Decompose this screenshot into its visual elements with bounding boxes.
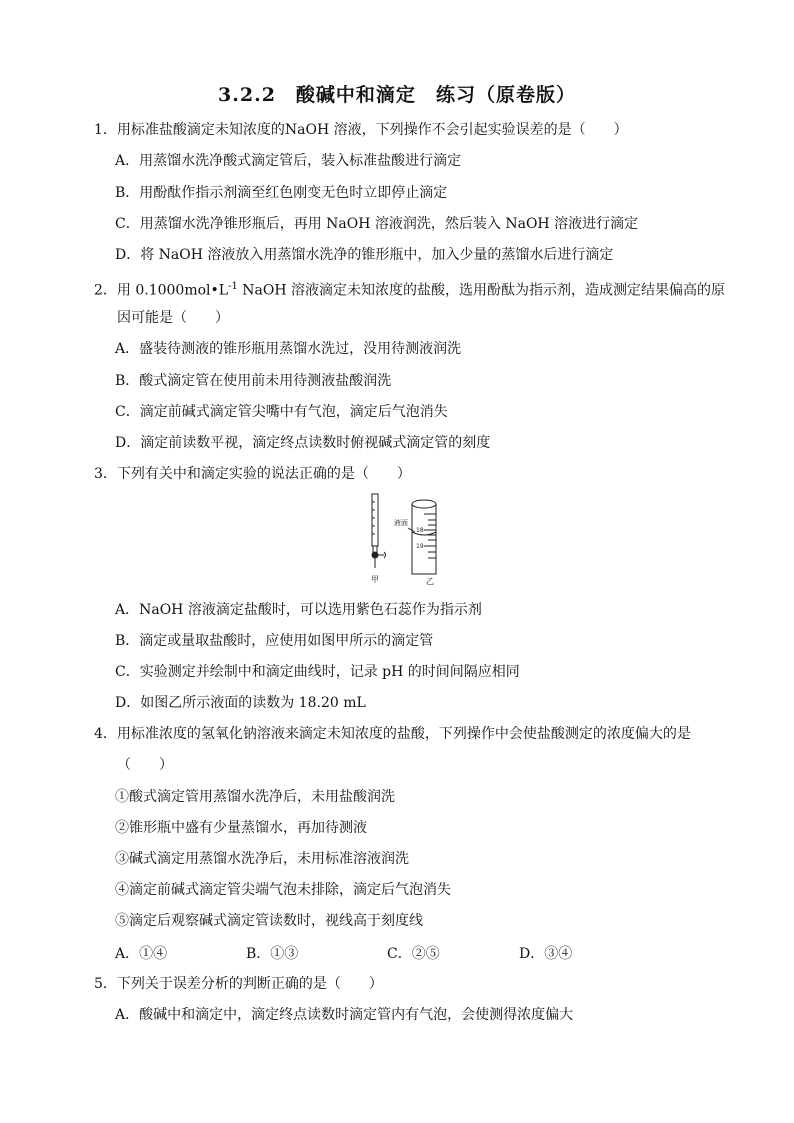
question-3-option-b: B．滴定或量取盐酸时，应使用如图甲所示的滴定管 [115, 633, 434, 649]
question-4-item-4: ④滴定前碱式滴定管尖端气泡未排除，滴定后气泡消失 [115, 882, 451, 898]
burette-yi-drawing [408, 500, 436, 574]
question-2-stem-pre: 2．用 0.1000mol•L [94, 282, 229, 299]
question-1-option-c: C．用蒸馏水洗净锥形瓶后，再用 NaOH 溶液润洗，然后装入 NaOH 溶液进行滴定 [115, 216, 639, 232]
label-jia: 甲 [371, 575, 379, 584]
question-5-option-a: A．酸碱中和滴定中，滴定终点读数时滴定管内有气泡，会使测得浓度偏大 [115, 1007, 574, 1023]
question-1-stem: 1．用标准盐酸滴定未知浓度的NaOH 溶液，下列操作不会引起实验误差的是（ ） [94, 122, 628, 138]
question-2-stem-post: NaOH 溶液滴定未知浓度的盐酸，选用酚酞为指示剂，造成测定结果偏高的原 [237, 282, 726, 299]
question-4-option-d: D．③④ [519, 946, 573, 962]
question-2-option-a: A．盛装待测液的锥形瓶用蒸馏水洗过，没用待测液润洗 [115, 341, 462, 357]
burette-jia-drawing [372, 494, 386, 568]
label-yi: 乙 [426, 577, 434, 586]
page-title: 3.2.2 酸碱中和滴定 练习（原卷版） [218, 84, 576, 106]
question-1-option-b: B．用酚酞作指示剂滴至红色刚变无色时立即停止滴定 [115, 185, 448, 201]
question-2-option-d: D．滴定前读数平视，滴定终点读数时俯视碱式滴定管的刻度 [115, 435, 491, 451]
question-3-option-a: A．NaOH 溶液滴定盐酸时，可以选用紫色石蕊作为指示剂 [115, 602, 482, 618]
question-5-stem: 5．下列关于误差分析的判断正确的是（ ） [94, 976, 383, 992]
question-3-option-c: C．实验测定并绘制中和滴定曲线时，记录 pH 的时间间隔应相同 [115, 664, 520, 680]
question-2-stem-sup: -1 [228, 281, 238, 292]
question-2-stem-continued: 因可能是（ ） [117, 310, 229, 326]
burette-figure [360, 492, 460, 586]
burette-mark-lower: 19 [416, 543, 424, 550]
question-4-stem-continued: （ ） [117, 757, 173, 773]
question-3-option-d: D．如图乙所示液面的读数为 18.20 mL [115, 695, 366, 711]
question-4-option-c: C．②⑤ [387, 946, 440, 962]
burette-mark-upper: 18 [416, 527, 424, 534]
question-4-item-3: ③碱式滴定用蒸馏水洗净后，未用标准溶液润洗 [115, 851, 409, 867]
question-4-item-5: ⑤滴定后观察碱式滴定管读数时，视线高于刻度线 [115, 913, 423, 929]
question-2-option-b: B．酸式滴定管在使用前未用待测液盐酸润洗 [115, 373, 392, 389]
question-4-item-1: ①酸式滴定管用蒸馏水洗净后，未用盐酸润洗 [115, 789, 395, 805]
question-3-stem: 3．下列有关中和滴定实验的说法正确的是（ ） [94, 466, 411, 482]
question-2-stem [94, 278, 725, 300]
question-4-option-a: A．①④ [115, 946, 168, 962]
question-1-option-a: A．用蒸馏水洗净酸式滴定管后，装入标准盐酸进行滴定 [115, 153, 462, 169]
question-1-option-d: D．将 NaOH 溶液放入用蒸馏水洗净的锥形瓶中，加入少量的蒸馏水后进行滴定 [115, 247, 614, 263]
question-4-stem: 4．用标准浓度的氢氧化钠溶液来滴定未知浓度的盐酸，下列操作中会使盐酸测定的浓度偏大的是 [94, 726, 691, 742]
question-4-options [115, 943, 635, 961]
question-4-option-b: B．①③ [246, 946, 299, 962]
question-2-option-c: C．滴定前碱式滴定管尖嘴中有气泡，滴定后气泡消失 [115, 404, 448, 420]
question-4-item-2: ②锥形瓶中盛有少量蒸馏水，再加待测液 [115, 820, 367, 836]
label-liquid-surface: 液面 [394, 519, 408, 527]
